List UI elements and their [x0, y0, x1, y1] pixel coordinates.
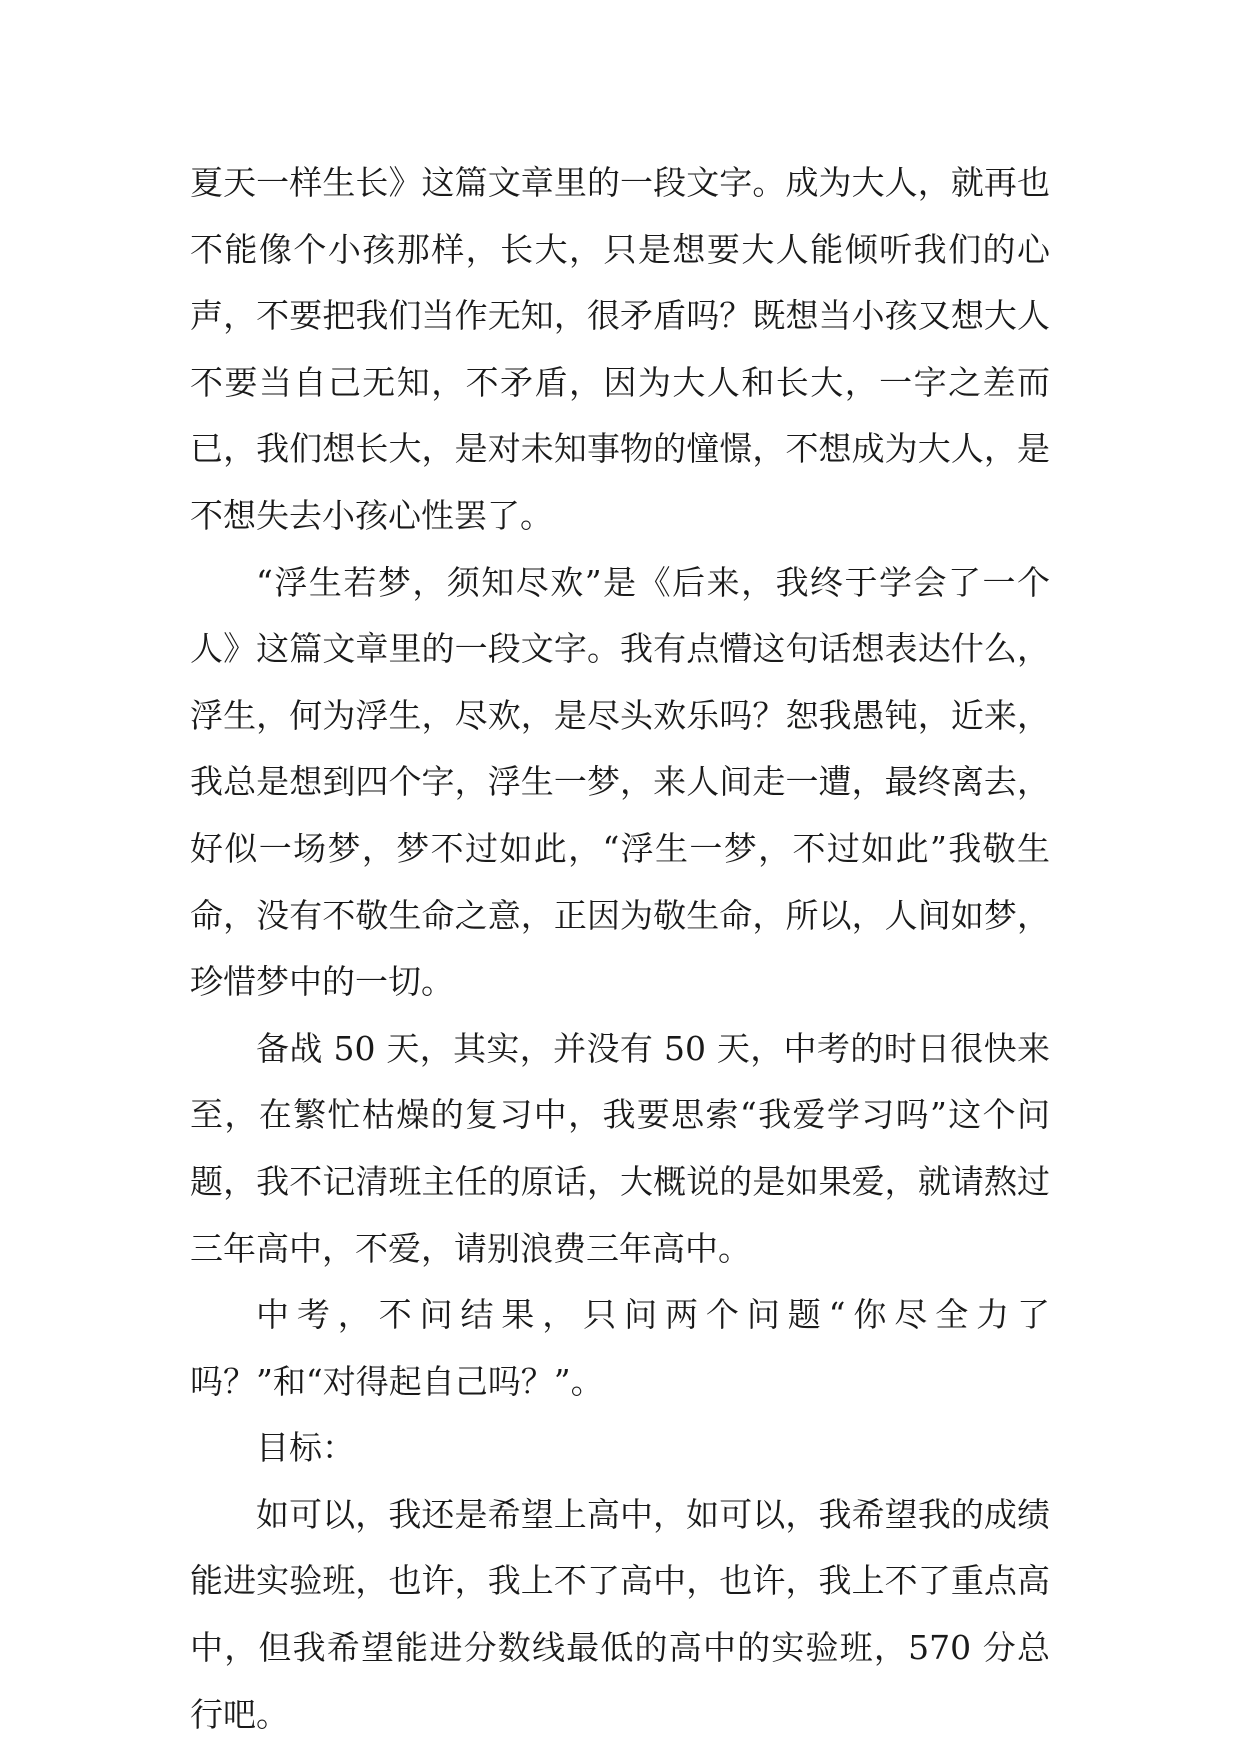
paragraph-2: “浮生若梦，须知尽欢”是《后来，我终于学会了一个人》这篇文章里的一段文字。我有点懵这句话想表达什么，浮生，何为浮生，尽欢，是尽头欢乐吗？恕我愚钝，近来，我总是想到四个字，浮生一梦，来人间走一遭，最终离去，好似一场梦，梦不过如此，“浮生一梦，不过如此”我敬生命，没有不敬生命之意，正因为敬生命，所以，人间如梦，珍惜梦中的一切。 — [190, 562, 1050, 1002]
paragraph-3: 备战 50 天，其实，并没有 50 天，中考的时日很快来至，在繁忙枯燥的复习中，我要思索“我爱学习吗”这个问题，我不记清班主任的原话，大概说的是如果爱，就请熬过三年高中，不爱，请别浪费三年高中。 — [190, 1028, 1050, 1268]
body-text — [190, 150, 1050, 1748]
paragraph-1: 夏天一样生长》这篇文章里的一段文字。成为大人，就再也不能像个小孩那样，长大，只是想要大人能倾听我们的心声，不要把我们当作无知，很矛盾吗？既想当小孩又想大人不要当自己无知，不矛盾，因为大人和长大，一字之差而已，我们想长大，是对未知事物的憧憬，不想成为大人，是不想失去小孩心性罢了。 — [190, 163, 1050, 535]
paragraph-4: 中考，不问结果，只问两个问题“你尽全力了吗？”和“对得起自己吗？”。 — [190, 1295, 1050, 1401]
paragraph-6: 如可以，我还是希望上高中，如可以，我希望我的成绩能进实验班，也许，我上不了高中，也许，我上不了重点高中，但我希望能进分数线最低的高中的实验班，570 分总行吧。 — [190, 1494, 1050, 1734]
paragraph-5: 目标： — [256, 1428, 355, 1468]
